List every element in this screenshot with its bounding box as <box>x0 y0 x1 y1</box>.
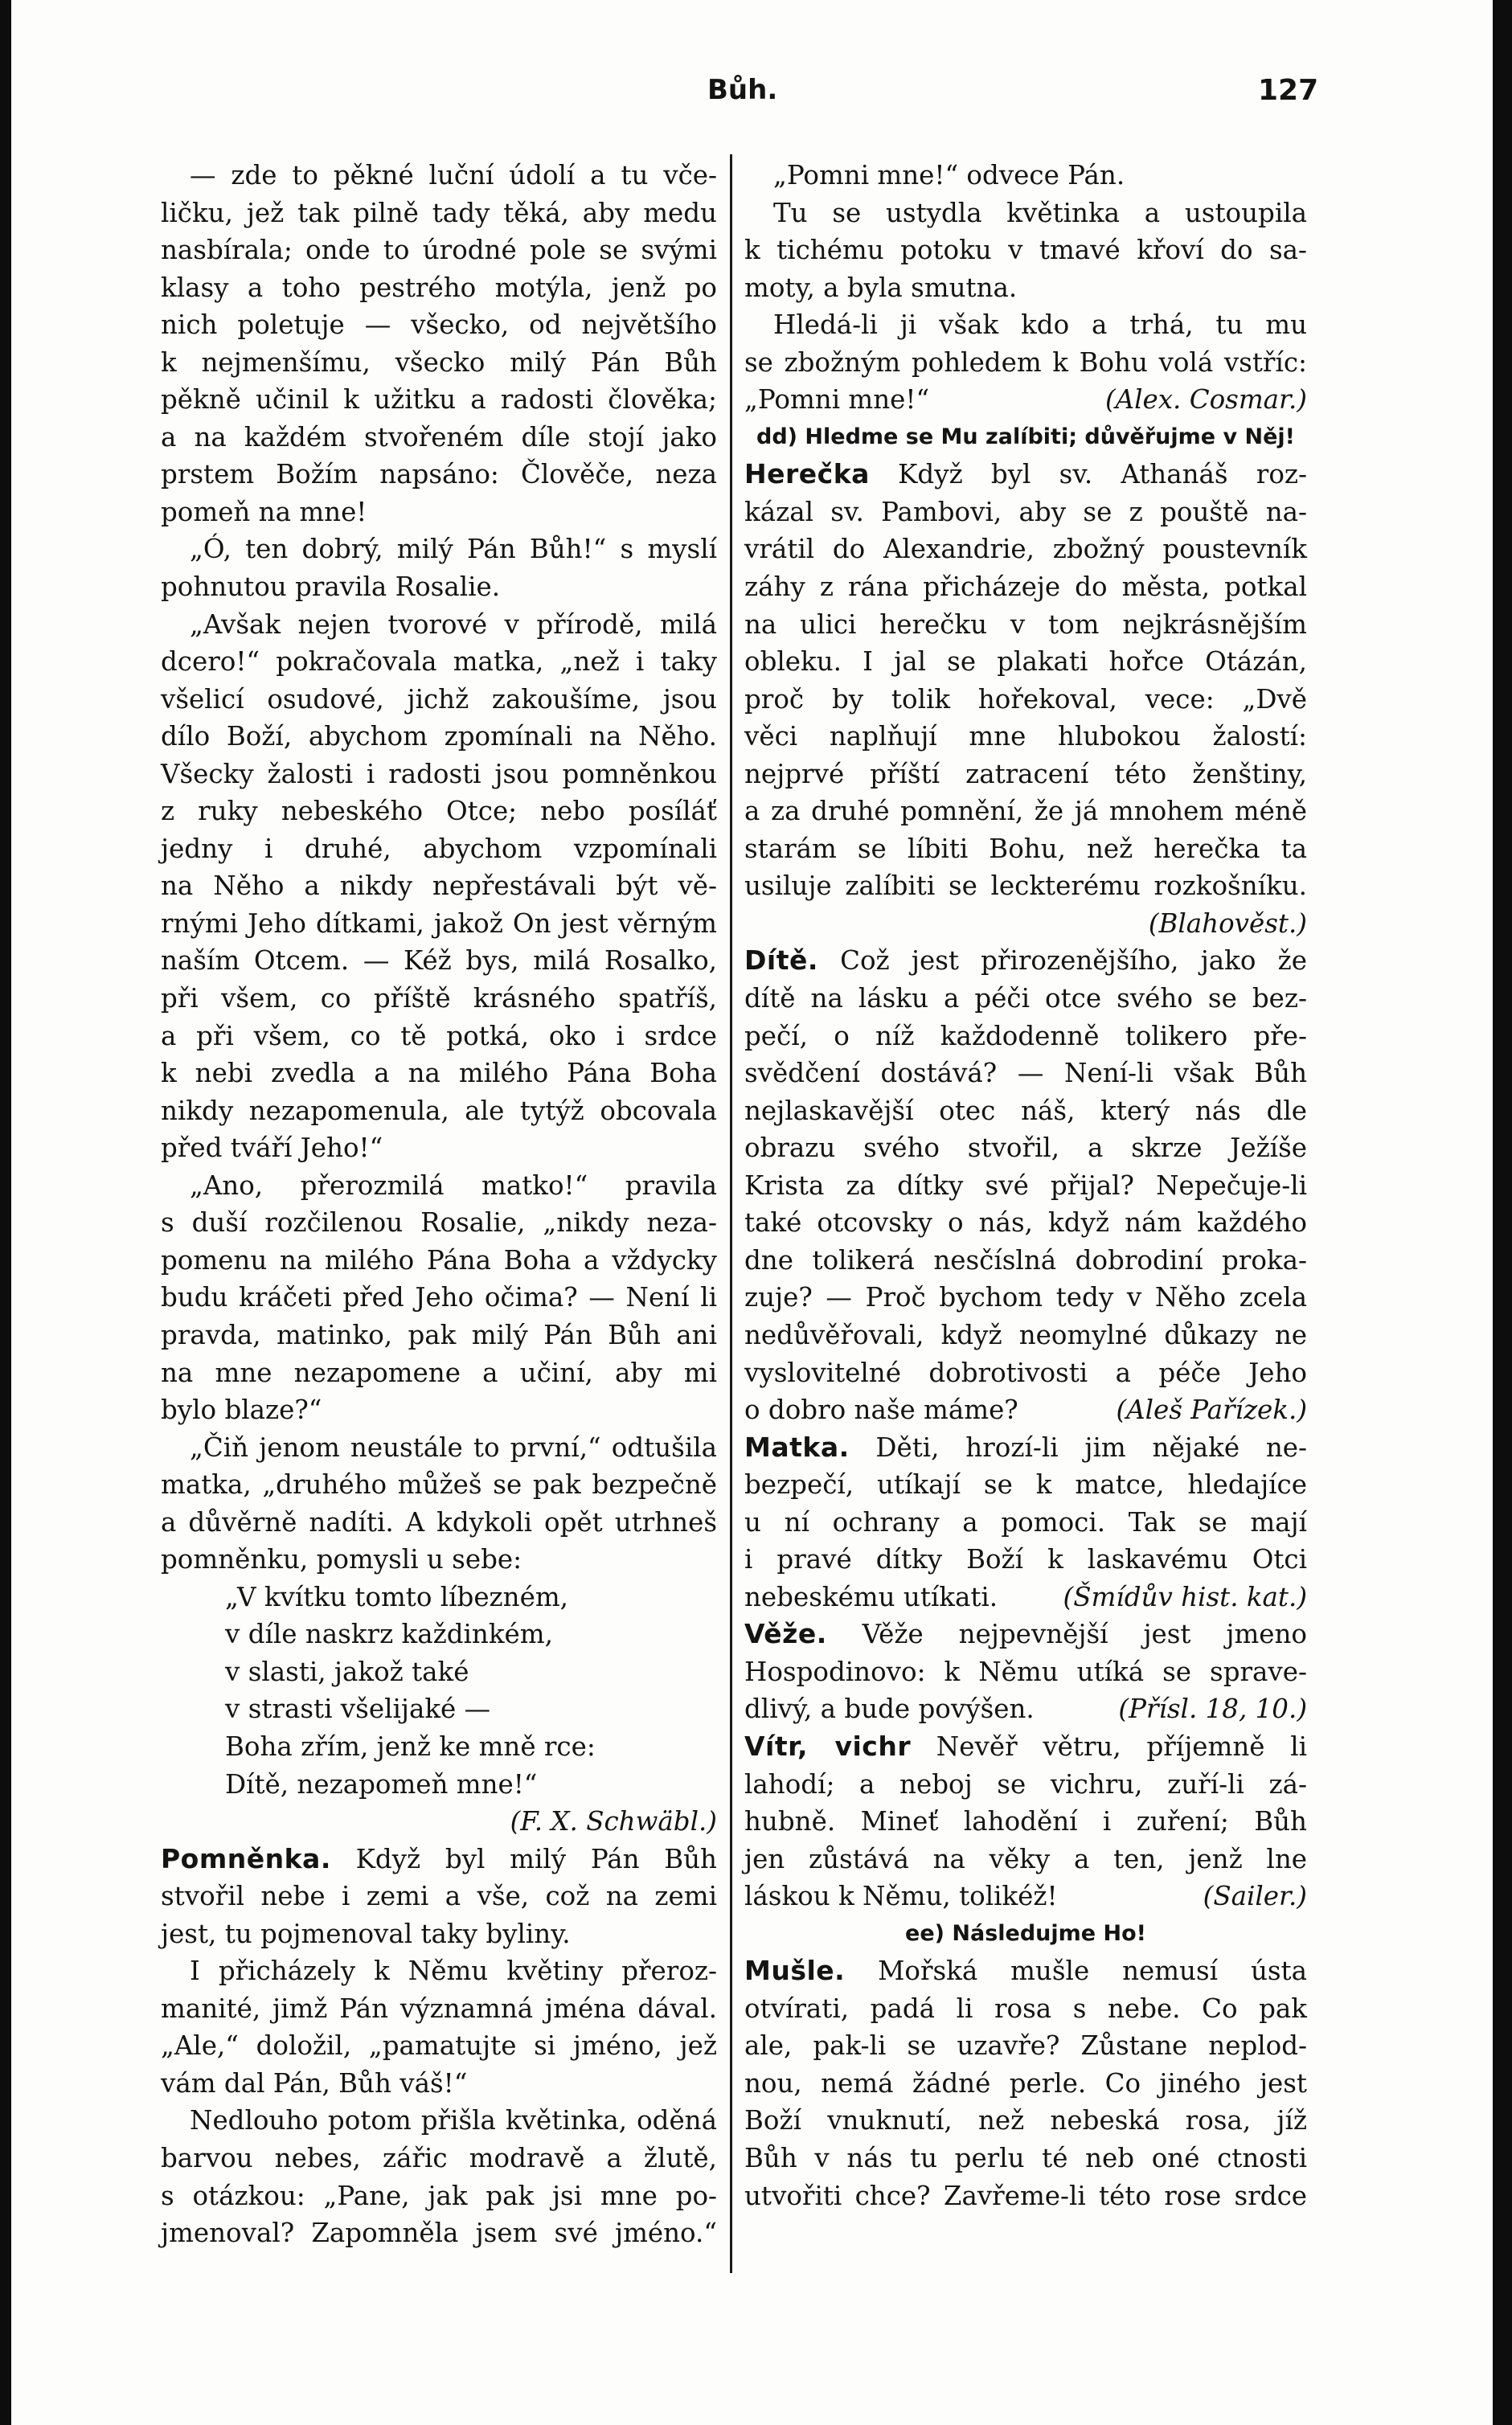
entry-heading: Matka. <box>744 1431 850 1463</box>
text-line: matka, „druhého můžeš se pak bezpečně <box>161 1469 717 1501</box>
text-line: k nejmenšímu, všecko milý Pán Bůh <box>161 346 717 378</box>
text-line: hubně. Mineť lahodění i zuření; Bůh <box>744 1806 1307 1837</box>
text-line: naším Otcem. — Kéž bys, milá Rosalko, <box>161 945 717 977</box>
text-line: všelicí osudové, jichž zakoušíme, jsou <box>161 683 717 715</box>
text-line: vyslovitelné dobrotivosti a péče Jeho <box>744 1357 1307 1388</box>
text-line: ee) Následujme Ho! <box>905 1920 1146 1946</box>
source-citation: (Alex. Cosmar.) <box>1104 384 1307 416</box>
text-line: Boha zřím, jenž ke mně rce: <box>225 1731 596 1762</box>
text-line: ale, pak-li se uzavře? Zůstane neplod- <box>744 2030 1307 2062</box>
text-line: při všem, co příště krásného spatříš, <box>161 983 717 1014</box>
text-line: kázal sv. Pambovi, aby se z pouště na- <box>744 496 1307 527</box>
scan-edge-right <box>1493 0 1512 2425</box>
text-line: záhy z rána přicházeje do města, potkal <box>744 571 1307 603</box>
text-line: stvořil nebe i zemi a vše, což na zemi <box>161 1881 717 1912</box>
text-line: Nedlouho potom přišla květinka, oděná <box>190 2105 717 2136</box>
text-line: jest, tu pojmenoval taky byliny. <box>161 1918 571 1949</box>
entry-heading: Věže. <box>744 1618 827 1650</box>
text-line: dílo Boží, abychom zpomínali na Něho. <box>161 721 717 752</box>
text-line: vrátil do Alexandrie, zbožný poustevník <box>744 534 1307 565</box>
text-line: u ní ochrany a pomoci. Tak se mají <box>744 1506 1307 1538</box>
text-line: jedny i druhé, abychom vzpomínali <box>161 833 717 864</box>
text-line: „V kvítku tomto líbezném, <box>225 1581 568 1612</box>
text-line: pomněnku, pomysli u sebe: <box>161 1544 522 1575</box>
text-line: Tu se ustydla květinka a ustoupila <box>773 197 1307 228</box>
text-line: „Pomni mne!“ odvece Pán. <box>773 160 1125 190</box>
text-line: nebeskému utíkati. (Šmídův hist. kat.) <box>744 1579 1307 1616</box>
source-citation: (Šmídův hist. kat.) <box>1063 1581 1307 1612</box>
text-line: s duší rozčilenou Rosalie, „nikdy neza- <box>161 1207 717 1239</box>
text-line: rnými Jeho dítkami, jakož On jest věrným <box>161 907 717 939</box>
text-line: před tváří Jeho!“ <box>161 1133 383 1164</box>
left-column <box>161 157 717 2252</box>
text-line: Hledá-li ji však kdo a trhá, tu mu <box>773 309 1307 341</box>
text-line: obrazu svého stvořil, a skrze Ježíše <box>744 1133 1307 1164</box>
scan-edge-left <box>0 0 11 2425</box>
text-line: proč by tolik hořekoval, vece: „Dvě <box>744 683 1307 715</box>
text-line: pečí, o níž každodenně tolikero pře- <box>744 1020 1307 1051</box>
text-line: „Ano, přerozmilá matko!“ pravila <box>190 1169 717 1201</box>
text-line: starám se líbiti Bohu, než herečka ta <box>744 833 1307 864</box>
text-line: (Blahověst.) <box>1148 907 1307 939</box>
text-line: prstem Božím napsáno: Člověče, neza <box>161 459 717 490</box>
text-line: k tichému potoku v tmavé křoví do sa- <box>744 235 1307 266</box>
text-line: a důvěrně nadíti. A kdykoli opět utrhneš <box>161 1506 717 1538</box>
text-line: „Pomni mne!“ (Alex. Cosmar.) <box>744 381 1307 419</box>
text-line: Hospodinovo: k Němu utíká se sprave- <box>744 1656 1307 1687</box>
entry-heading: Vítr, vichr <box>744 1730 912 1762</box>
text-line: také otcovsky o nás, když nám každého <box>744 1207 1307 1239</box>
text-line: vám dal Pán, Bůh váš!“ <box>161 2067 468 2099</box>
text-line: láskou k Němu, tolikéž! (Sailer.) <box>744 1878 1307 1915</box>
text-line: Vítr, vichr Nevěř větru, příjemně li <box>744 1730 1307 1762</box>
text-line: — zde to pěkné luční údolí a tu vče- <box>190 160 717 190</box>
source-citation: (Přísl. 18, 10.) <box>1118 1694 1307 1725</box>
text-line: otvírati, padá li rosa s nebe. Co pak <box>744 1993 1307 2024</box>
text-line: nejlaskavější otec náš, který nás dle <box>744 1095 1307 1126</box>
text-line: barvou nebes, zářic modravě a žlutě, <box>161 2142 717 2173</box>
text-line: a při všem, co tě potká, oko i srdce <box>161 1020 717 1051</box>
text-line: jmenoval? Zapomněla jsem své jméno.“ <box>161 2218 717 2249</box>
text-line: Věže. Věže nejpevnější jest jmeno <box>744 1618 1307 1650</box>
text-line: nasbírala; onde to úrodné pole se svými <box>161 235 717 266</box>
text-line: svědčení dostává? — Není-li však Bůh <box>744 1058 1307 1089</box>
source-citation: (Sailer.) <box>1203 1881 1307 1912</box>
text-line: moty, a byla smutna. <box>744 272 1018 303</box>
text-line: na ulici herečku v tom nejkrásnějším <box>744 608 1307 640</box>
text-line: „Ó, ten dobrý, milý Pán Bůh!“ s myslí <box>190 534 717 565</box>
text-line: Dítě. Což jest přirozenějšího, jako že <box>744 944 1307 977</box>
text-line: Dítě, nezapomeň mne!“ <box>225 1768 538 1800</box>
text-line: budu kráčeti před Jeho očima? — Není li <box>161 1282 717 1313</box>
text-line: zuje? — Proč bychom tedy v Něho zcela <box>744 1282 1307 1313</box>
text-line: v díle naskrz každinkém, <box>225 1619 553 1650</box>
page-number: 127 <box>1258 74 1319 107</box>
text-line: Herečka Když byl sv. Athanáš roz- <box>744 458 1307 490</box>
text-line: i pravé dítky Boží k laskavému Otci <box>744 1544 1307 1575</box>
text-line: I přicházely k Němu květiny přeroz- <box>190 1956 717 1987</box>
text-line: Všecky žalosti i radosti jsou pomněnkou <box>161 758 717 789</box>
text-line: pomeň na mne! <box>161 496 367 527</box>
text-line: a za druhé pomnění, že já mnohem méně <box>744 796 1307 827</box>
text-line: věci naplňují mne hlubokou žalostí: <box>744 721 1307 752</box>
text-line: dcero!“ pokračovala matka, „než i taky <box>161 646 717 678</box>
text-line: „Čiň jenom neustále to první,“ odtušila <box>190 1432 717 1463</box>
text-line: klasy a toho pestrého motýla, jenž po <box>161 272 717 303</box>
entry-heading: Dítě. <box>744 944 818 977</box>
text-line: nejprvé příští zatracení této ženštiny, <box>744 758 1307 789</box>
text-line: lahodí; a neboj se vichru, zuří-li zá- <box>744 1768 1307 1800</box>
text-line: „Avšak nejen tvorové v přírodě, milá <box>190 608 717 640</box>
text-line: pravda, matinko, pak milý Pán Bůh ani <box>161 1319 717 1350</box>
text-line: Bůh v nás tu perlu té neb oné ctnosti <box>744 2142 1307 2173</box>
text-line: usiluje zalíbiti se leckterému rozkošníku. <box>744 870 1307 902</box>
entry-heading: Pomněnka. <box>161 1842 331 1874</box>
text-line: pomenu na milého Pána Boha a vždycky <box>161 1244 717 1276</box>
text-line: a na každém stvořeném díle stojí jako <box>161 421 717 453</box>
text-line: z ruky nebeského Otce; nebo posíláť <box>161 796 717 827</box>
text-line: Boží vnuknutí, než nebeská rosa, jíž <box>744 2105 1307 2136</box>
entry-heading: Mušle. <box>744 1955 846 1987</box>
column-divider <box>730 154 732 2273</box>
text-line: nedůvěřovali, když neomylné důkazy ne <box>744 1319 1307 1350</box>
text-line: Matka. Děti, hrozí-li jim nějaké ne- <box>744 1431 1307 1463</box>
right-column <box>744 157 1307 2214</box>
text-line: bezpečí, utíkají se k matce, hledajíce <box>744 1469 1307 1501</box>
text-line: k nebi zvedla a na milého Pána Boha <box>161 1058 717 1089</box>
text-line: pěkně učinil k užitku a radosti člověka; <box>161 384 717 416</box>
text-line: s otázkou: „Pane, jak pak jsi mne po- <box>161 2180 717 2211</box>
entry-heading: Herečka <box>744 458 870 490</box>
text-line: pohnutou pravila Rosalie. <box>161 571 501 603</box>
text-line: „Ale,“ doložil, „pamatujte si jméno, jež <box>161 2030 717 2062</box>
text-line: v slasti, jakož také <box>225 1656 469 1687</box>
text-line: utvořiti chce? Zavřeme-li této rose srdce <box>744 2180 1307 2211</box>
text-line: nou, nemá žádné perle. Co jiného jest <box>744 2067 1307 2099</box>
text-line: Krista za dítky své přijal? Nepečuje-li <box>744 1169 1307 1201</box>
text-line: dítě na lásku a péči otce svého se bez- <box>744 983 1307 1014</box>
text-line: Mušle. Mořská mušle nemusí ústa <box>744 1955 1307 1987</box>
text-line: manité, jimž Pán významná jména dával. <box>161 1993 717 2024</box>
running-header: Bůh. <box>707 74 778 106</box>
text-line: dne tolikerá nesčíslná dobrodiní proka- <box>744 1244 1307 1276</box>
text-line: bylo blaze?“ <box>161 1395 322 1426</box>
text-line: Pomněnka. Když byl milý Pán Bůh <box>161 1842 717 1874</box>
text-line: jen zůstává na věky a ten, jenž lne <box>744 1843 1307 1874</box>
text-line: dd) Hledme se Mu zalíbiti; důvěřujme v Něj! <box>756 424 1295 449</box>
text-line: v strasti všelijaké — <box>225 1694 491 1725</box>
text-line: dlivý, a bude povýšen. (Přísl. 18, 10.) <box>744 1690 1307 1728</box>
text-line: se zbožným pohledem k Bohu volá vstříc: <box>744 346 1307 378</box>
text-line: (F. X. Schwäbl.) <box>510 1806 717 1837</box>
text-line: ličku, jež tak pilně tady těká, aby medu <box>161 197 717 228</box>
text-line: nich poletuje — všecko, od největšího <box>161 309 717 341</box>
text-line: obleku. I jal se plakati hořce Otázán, <box>744 646 1307 678</box>
text-line: nikdy nezapomenula, ale tytýž obcovala <box>161 1095 717 1126</box>
text-line: na Něho a nikdy nepřestávali být vě- <box>161 870 717 902</box>
text-line: na mne nezapomene a učiní, aby mi <box>161 1357 717 1388</box>
source-citation: (Aleš Pařízek.) <box>1116 1395 1307 1426</box>
text-line: o dobro naše máme? (Aleš Pařízek.) <box>744 1391 1307 1429</box>
